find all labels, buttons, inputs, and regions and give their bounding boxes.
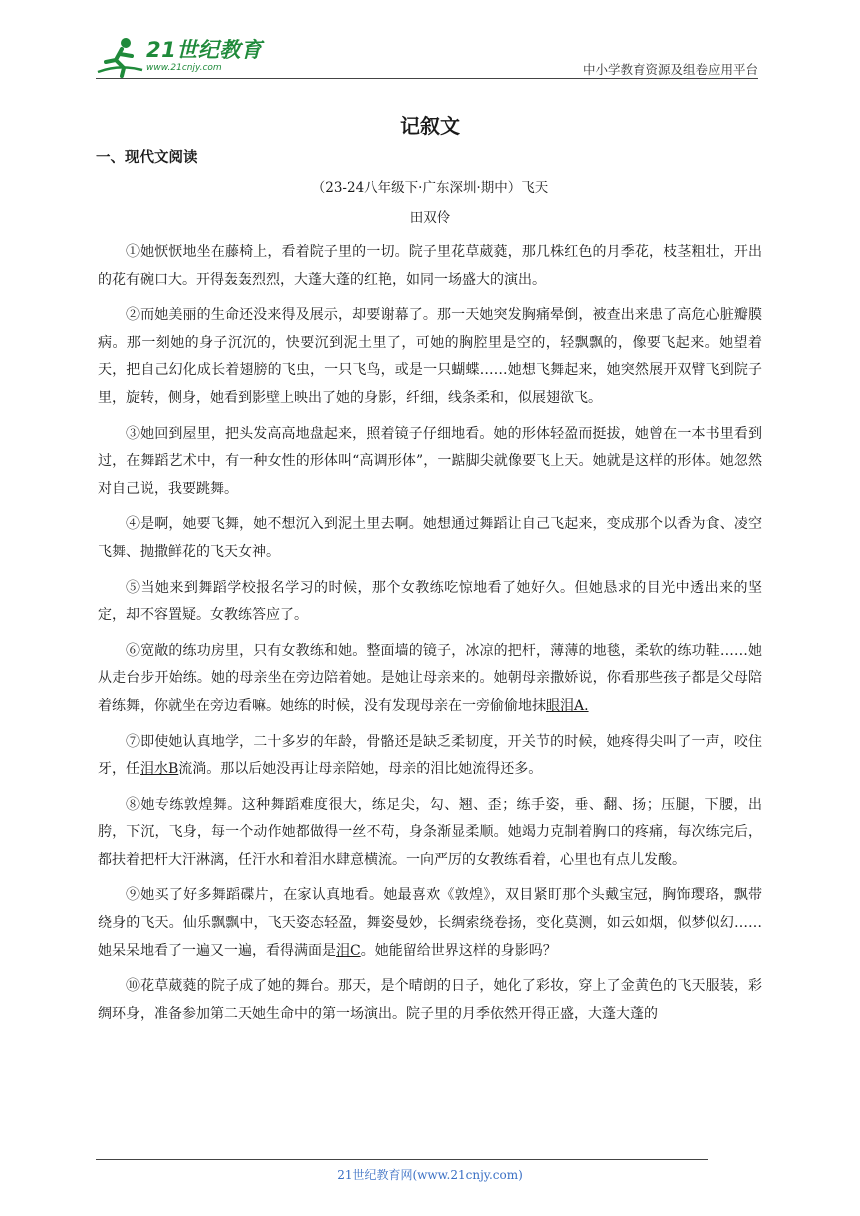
article-source: （23-24八年级下·广东深圳·期中）飞天 — [311, 180, 549, 196]
platform-name: 中小学教育资源及组卷应用平台 — [582, 62, 758, 77]
blank-c: 泪C — [336, 942, 361, 959]
logo-text: 21世纪教育 — [146, 38, 263, 62]
runner-logo-icon — [96, 36, 144, 78]
section-heading: 一、现代文阅读 — [96, 150, 198, 166]
page-title: 记叙文 — [400, 114, 460, 138]
page-header — [96, 30, 758, 80]
footer-divider — [96, 1159, 708, 1160]
paragraph-9-text: ⑨她买了好多舞蹈碟片，在家认真地看。她最喜欢《敦煌》，双目紧盯那个头戴宝冠，胸饰璎珞，飘带绕身的飞天。仙乐飘飘中，飞天姿态轻盈，舞姿曼妙，长绸索绕卷扬，变化莫测，如云如烟，似梦似幻……她呆呆地看了一遍又一遍，看得满面是 — [98, 887, 762, 959]
paragraph-7-tail: 流淌。那以后她没再让母亲陪她，母亲的泪比她流得还多。 — [178, 761, 543, 778]
header-divider — [96, 78, 758, 79]
paragraph-5: ⑤当她来到舞蹈学校报名学习的时候，那个女教练吃惊地看了她好久。但她恳求的目光中透出来的坚定，却不容置疑。女教练答应了。 — [98, 579, 762, 624]
paragraph-9 — [98, 882, 762, 965]
paragraph-9-tail: 。她能留给世界这样的身影吗？ — [360, 942, 557, 959]
paragraph-2: ②而她美丽的生命还没来得及展示，却要谢幕了。那一天她突发胸痛晕倒，被查出来患了高危心脏瓣膜病。那一刻她的身子沉沉的，快要沉到泥土里了，可她的胸腔里是空的，轻飘飘的，像要飞起来。她望着天，把自己幻化成长着翅膀的飞虫，一只飞鸟，或是一只蝴蝶……她想飞舞起来，她突然展开双臂飞到院子里，旋转，侧身，她看到影壁上映出了她的身影，纤细，线条柔和，似展翅欲飞。 — [98, 307, 762, 406]
article-author: 田双伶 — [409, 210, 451, 226]
paragraph-10: ⑩花草葳蕤的院子成了她的舞台。那天，是个晴朗的日子，她化了彩妆，穿上了金黄色的飞天服装，彩绸环身，准备参加第二天她生命中的第一场演出。院子里的月季依然开得正盛，大蓬大蓬的 — [98, 978, 762, 1022]
paragraph-3: ③她回到屋里，把头发高高地盘起来，照着镜子仔细地看。她的形体轻盈而挺拔，她曾在一本书里看到过，在舞蹈艺术中，有一种女性的形体叫“高调形体”，一踮脚尖就像要飞上天。她就是这样的形体。她忽然对自己说，我要跳舞。 — [98, 425, 762, 497]
blank-b: 泪水B — [140, 761, 179, 778]
article-body — [98, 239, 762, 1036]
paragraph-6-text: ⑥宽敞的练功房里，只有女教练和她。整面墙的镜子，冰凉的把杆，薄薄的地毯，柔软的练功鞋……她从走台步开始练。她的母亲坐在旁边陪着她。是她让母亲来的。她朝母亲撒娇说，你看那些孩子都是父母陪着练舞，你就坐在旁边看嘛。她练的时候，没有发现母亲在一旁偷偷地抹 — [98, 642, 762, 714]
paragraph-1: ①她恹恹地坐在藤椅上，看着院子里的一切。院子里花草葳蕤，那几株红色的月季花，枝茎粗壮，开出的花有碗口大。开得轰轰烈烈，大蓬大蓬的红艳，如同一场盛大的演出。 — [98, 244, 762, 288]
site-logo[interactable] — [96, 36, 266, 76]
paragraph-7-text: ⑦即使她认真地学，二十多岁的年龄，骨骼还是缺乏柔韧度，开关节的时候，她疼得尖叫了一声，咬住牙，任 — [98, 733, 762, 778]
paragraph-8: ⑧她专练敦煌舞。这种舞蹈难度很大，练足尖，勾、翘、歪；练手姿，垂、翻、扬；压腿，下腰，出胯，下沉，飞身，每一个动作她都做得一丝不苟，身条渐显柔顺。她竭力克制着胸口的疼痛，每次练完后，都扶着把杆大汗淋漓，任汗水和着泪水肆意横流。一向严厉的女教练看着，心里也有点儿发酸。 — [98, 796, 762, 868]
paragraph-4: ④是啊，她要飞舞，她不想沉入到泥土里去啊。她想通过舞蹈让自己飞起来，变成那个以香为食、凌空飞舞、抛撒鲜花的飞天女神。 — [98, 516, 762, 560]
blank-a: 眼泪A. — [546, 697, 589, 714]
logo-url: www.21cnjy.com — [146, 63, 222, 73]
footer-link[interactable]: 21世纪教育网(www.21cnjy.com) — [337, 1168, 523, 1182]
paragraph-7 — [98, 729, 762, 784]
paragraph-6 — [98, 638, 762, 721]
